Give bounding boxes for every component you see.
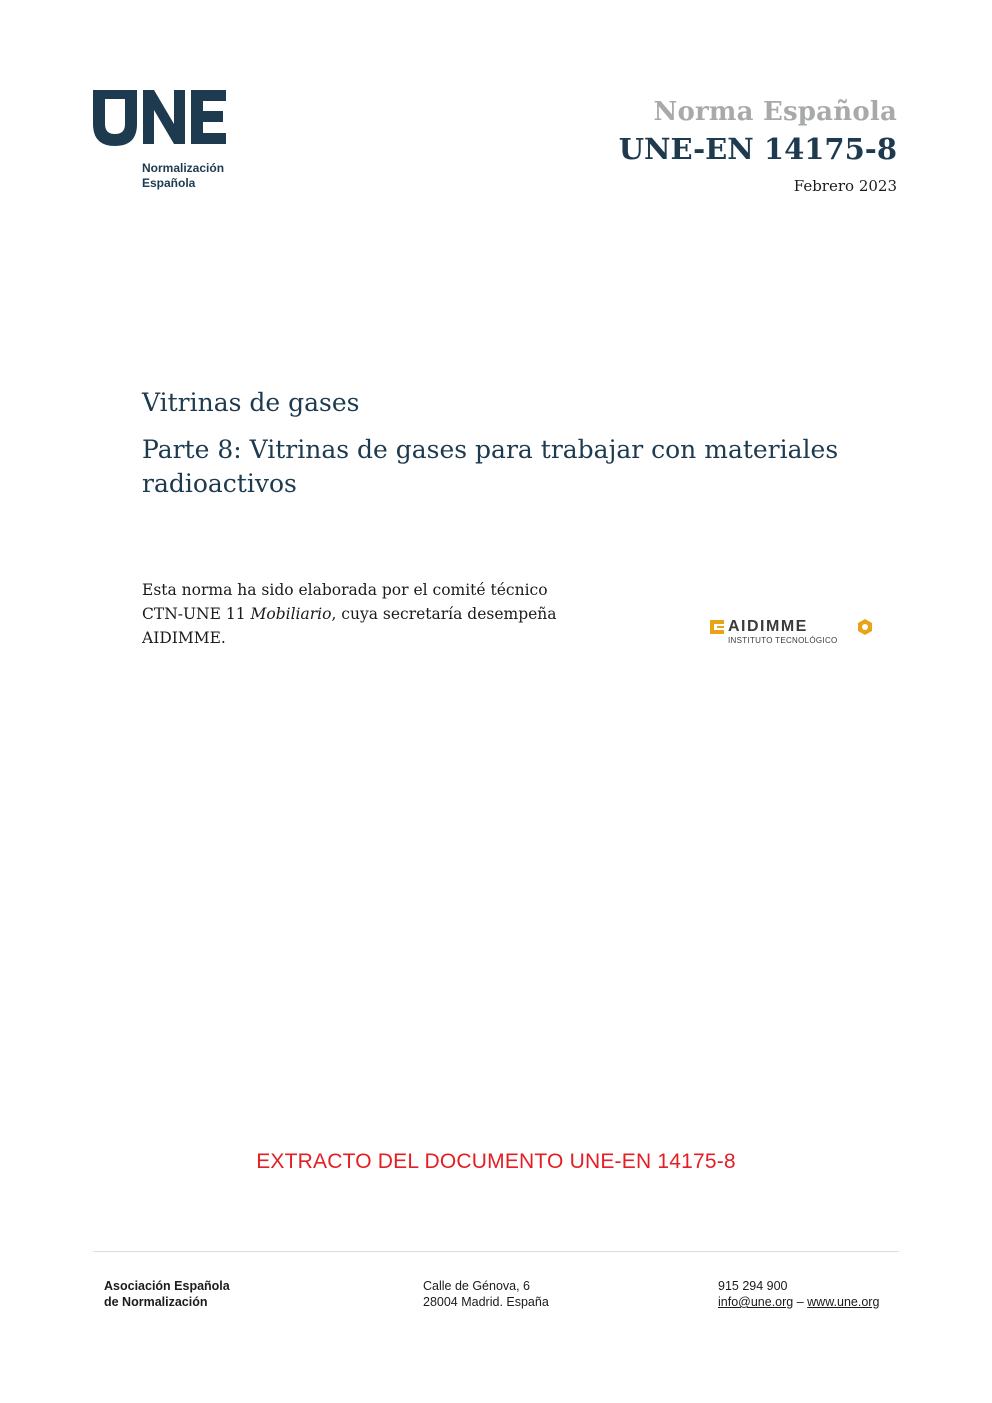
norma-label: Norma Española [653,97,897,127]
address-line-1: Calle de Génova, 6 [423,1279,531,1293]
footer-divider [93,1251,899,1252]
aidimme-name: AIDIMME [728,618,808,635]
website-link[interactable]: www.une.org [807,1295,880,1309]
publication-date: Febrero 2023 [793,177,897,195]
committee-text-before: Esta norma ha sido elaborada por el comité técnico CTN-UNE 11 [142,581,548,623]
aidimme-mark-icon [710,620,724,634]
une-logo-mark [93,90,228,146]
aidimme-hexagon-icon [858,619,872,635]
org-line-1: Asociación Española [104,1279,230,1293]
committee-text-after: , cuya secretaría desempeña AIDIMME. [142,605,557,647]
address-line-2: 28004 Madrid. España [423,1295,549,1309]
contact-links [718,1294,879,1310]
committee-note [142,578,592,650]
extract-notice: EXTRACTO DEL DOCUMENTO UNE-EN 14175-8 [256,1150,736,1173]
logo-line-1: Normalización [142,161,225,175]
committee-name: Mobiliario [250,605,332,623]
aidimme-logo [710,618,880,650]
une-logo [93,90,243,200]
aidimme-subtitle: INSTITUTO TECNOLÓGICO [728,636,838,645]
logo-subtitle [142,161,224,191]
footer-address [423,1278,549,1310]
email-link[interactable]: info@une.org [718,1295,794,1309]
footer-organization [104,1278,230,1310]
org-line-2: de Normalización [104,1295,208,1309]
document-part-title: Parte 8: Vitrinas de gases para trabajar con materiales radioactivos [142,435,839,498]
standard-code: UNE-EN 14175-8 [618,132,897,166]
logo-line-2: Española [142,176,196,190]
footer-contact [718,1278,879,1310]
standard-header [619,96,897,196]
title-block [142,385,862,501]
phone-number: 915 294 900 [718,1279,788,1293]
document-title: Vitrinas de gases [142,388,360,417]
contact-separator: – [793,1295,808,1309]
